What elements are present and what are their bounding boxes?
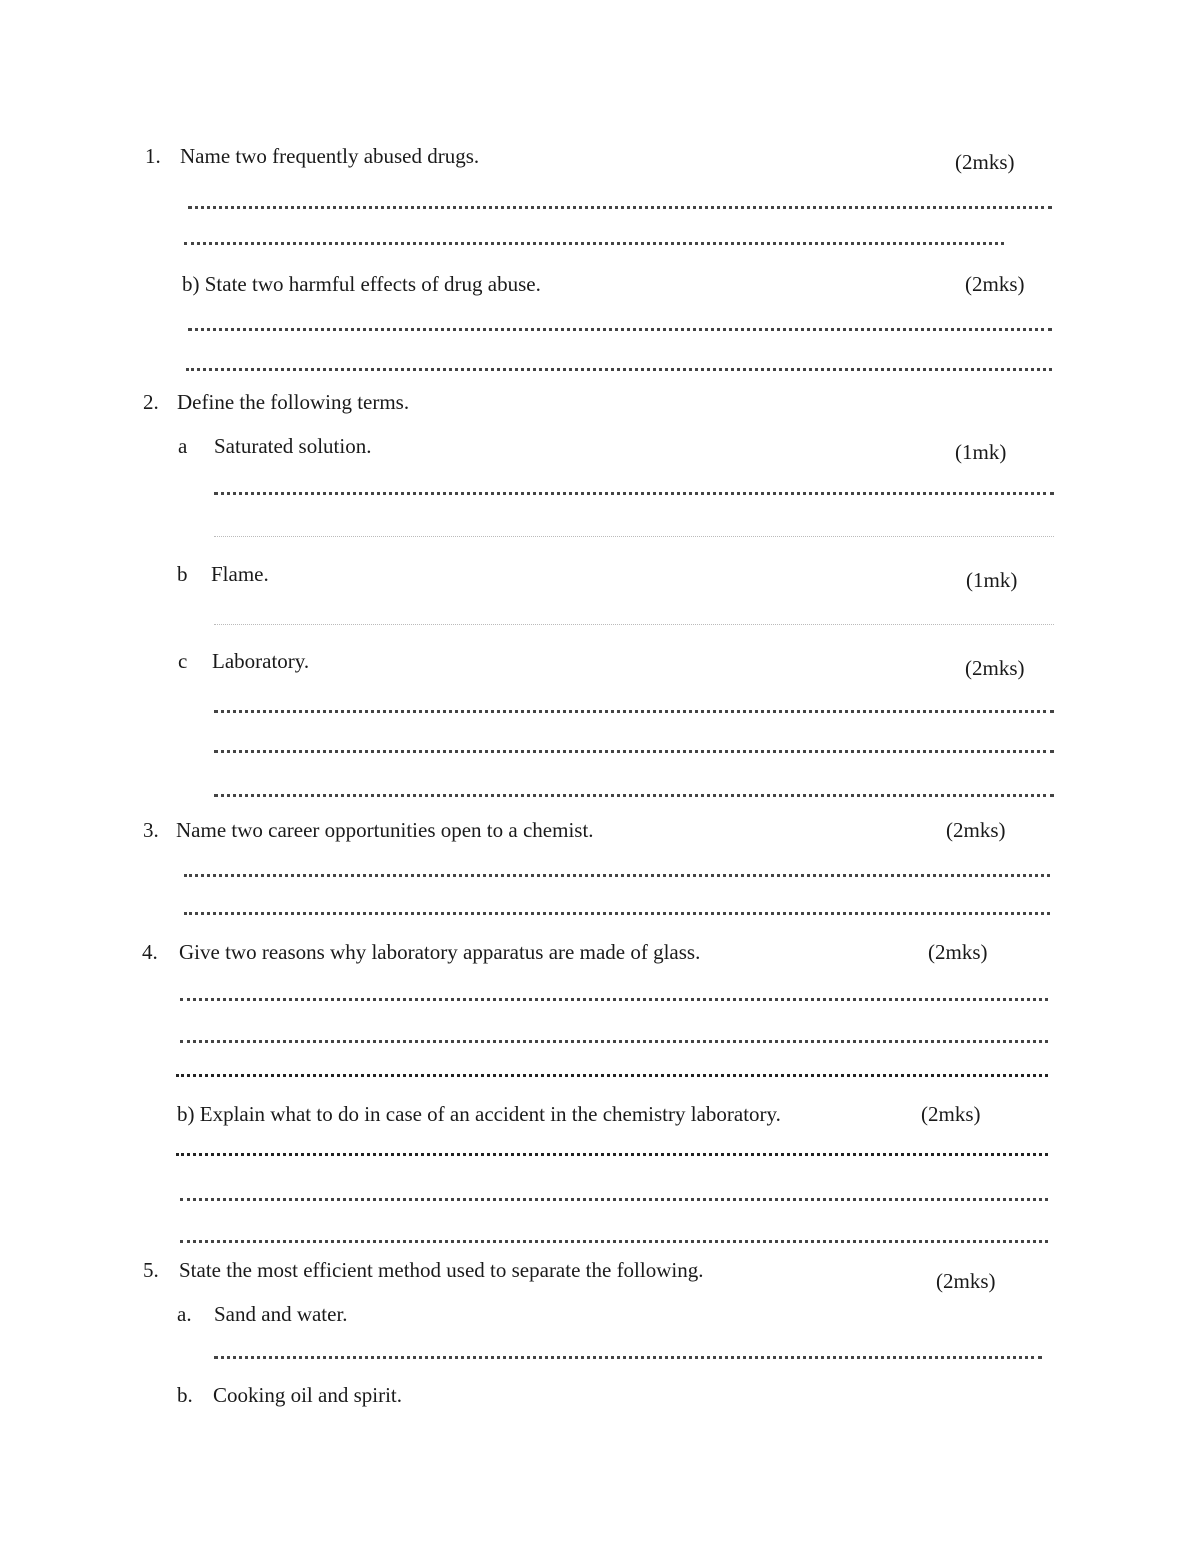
q4-number: 4. xyxy=(142,940,158,964)
q4-marks: (2mks) xyxy=(928,940,988,964)
q2c-letter: c xyxy=(178,649,188,673)
answer-line[interactable] xyxy=(214,710,1054,713)
q5a-text: Sand and water. xyxy=(214,1302,348,1326)
q5a-letter: a. xyxy=(177,1302,192,1326)
answer-line[interactable] xyxy=(176,1153,1048,1156)
q4-text: Give two reasons why laboratory apparatus are made of glass. xyxy=(179,940,701,964)
q2a-marks: (1mk) xyxy=(955,440,1007,464)
answer-line[interactable] xyxy=(214,536,1054,537)
answer-line[interactable] xyxy=(186,368,1052,371)
q2b-text: Flame. xyxy=(211,562,269,586)
q2-text: Define the following terms. xyxy=(177,390,410,414)
q5b-text: Cooking oil and spirit. xyxy=(213,1383,402,1407)
q2b-marks: (1mk) xyxy=(966,568,1018,592)
answer-line[interactable] xyxy=(214,794,1054,797)
q5b-letter: b. xyxy=(177,1383,193,1407)
q3-marks: (2mks) xyxy=(946,818,1006,842)
q5-text: State the most efficient method used to separate the following. xyxy=(179,1258,704,1282)
q3-number: 3. xyxy=(143,818,159,842)
q2b-letter: b xyxy=(177,562,188,586)
answer-line[interactable] xyxy=(180,998,1048,1001)
q4b-marks: (2mks) xyxy=(921,1102,981,1126)
answer-line[interactable] xyxy=(180,1240,1048,1243)
answer-line[interactable] xyxy=(180,1040,1048,1043)
answer-line[interactable] xyxy=(184,874,1050,877)
q1-number: 1. xyxy=(145,144,161,168)
answer-line[interactable] xyxy=(214,492,1054,495)
q2-number: 2. xyxy=(143,390,159,414)
q5-marks: (2mks) xyxy=(936,1269,996,1293)
answer-line[interactable] xyxy=(188,328,1052,331)
q2a-letter: a xyxy=(178,434,188,458)
answer-line[interactable] xyxy=(214,750,1054,753)
answer-line[interactable] xyxy=(176,1074,1048,1077)
q1-text: Name two frequently abused drugs. xyxy=(180,144,480,168)
answer-line[interactable] xyxy=(214,1356,1042,1359)
q5-number: 5. xyxy=(143,1258,159,1282)
q1b-marks: (2mks) xyxy=(965,272,1025,296)
q3-text: Name two career opportunities open to a chemist. xyxy=(176,818,594,842)
answer-line[interactable] xyxy=(188,206,1052,209)
q1b-text: b) State two harmful effects of drug abuse. xyxy=(182,272,541,296)
q1-marks: (2mks) xyxy=(955,150,1015,174)
q2c-marks: (2mks) xyxy=(965,656,1025,680)
answer-line[interactable] xyxy=(180,1198,1048,1201)
q2c-text: Laboratory. xyxy=(212,649,310,673)
answer-line[interactable] xyxy=(184,912,1050,915)
answer-line[interactable] xyxy=(184,242,1004,245)
q2a-text: Saturated solution. xyxy=(214,434,372,458)
q4b-text: b) Explain what to do in case of an accident in the chemistry laboratory. xyxy=(177,1102,781,1126)
answer-line[interactable] xyxy=(214,624,1054,625)
